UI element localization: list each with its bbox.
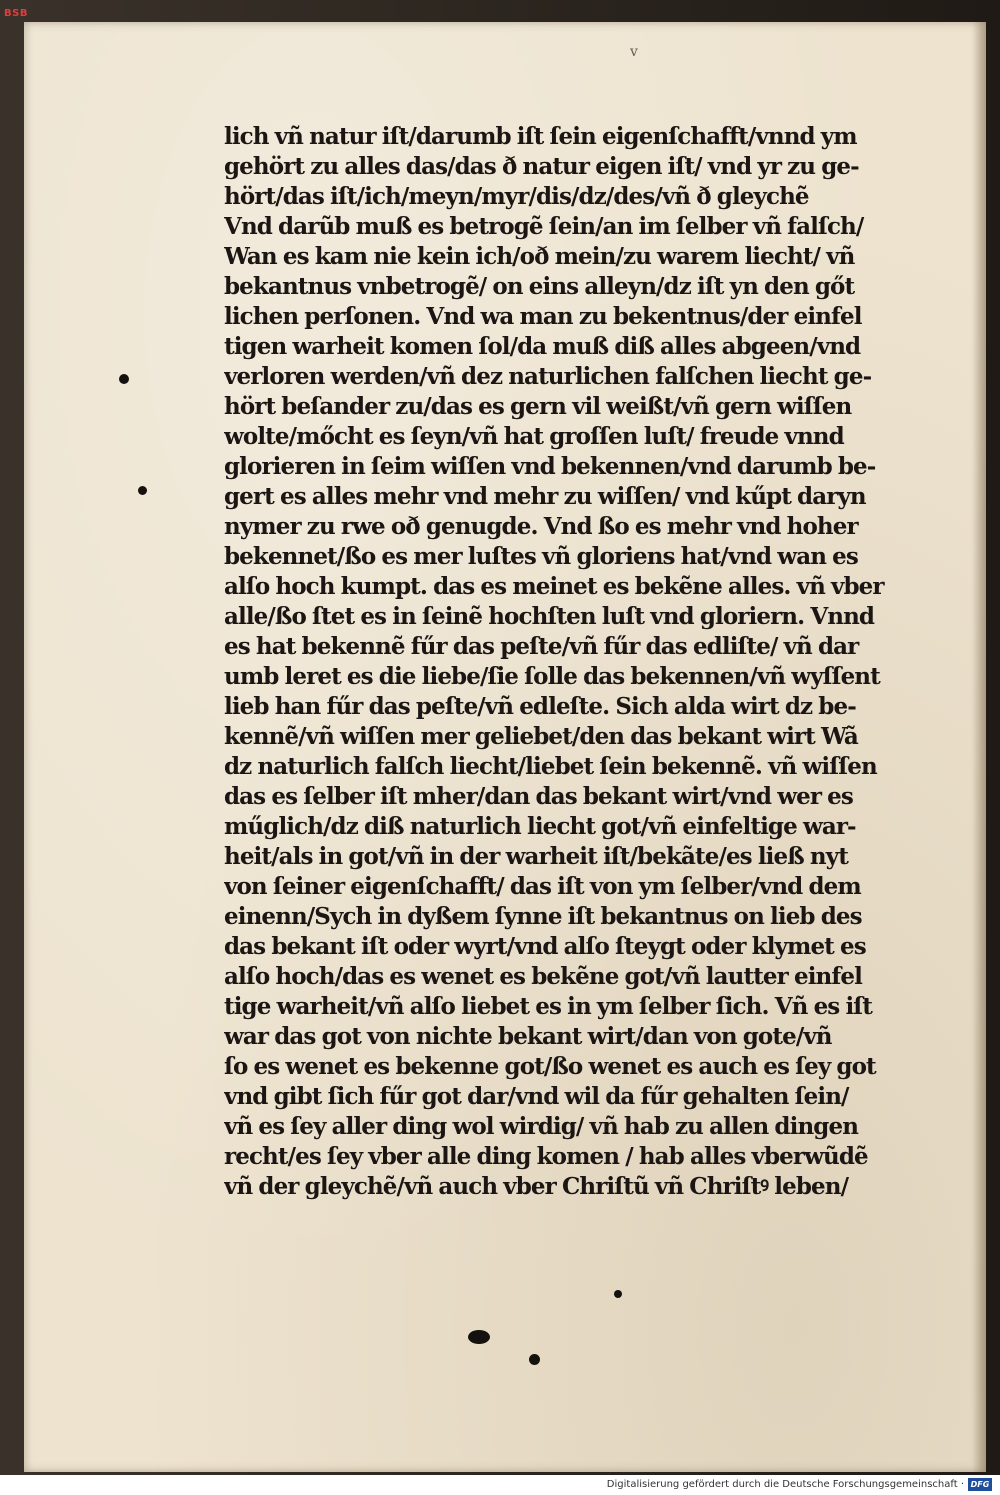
text-line: das es ſelber iſt mher/dan das bekant wirt/vnd wer es bbox=[224, 783, 853, 810]
text-line: alle/ßo ſtet es in ſeinẽ hochſten luſt vnd gloriern. Vnnd bbox=[224, 603, 875, 630]
text-line: alſo hoch/das es wenet es bekẽne got/vñ lautter einfel bbox=[224, 963, 862, 990]
text-line: kennẽ/vñ wiſſen mer geliebet/den das bekant wirt Wã bbox=[224, 723, 858, 750]
text-line: einenn/Sych in dyßem ſynne iſt bekantnus on lieb des bbox=[224, 903, 862, 930]
text-line: lichen perſonen. Vnd wa man zu bekentnus/der einfel bbox=[224, 303, 862, 330]
text-line: tigen warheit komen ſol/da muß diß alles abgeen/vnd bbox=[224, 333, 861, 360]
text-line: vñ es ſey aller ding wol wirdig/ vñ hab zu allen dingen bbox=[224, 1113, 859, 1140]
text-line: Vnd darũb muß es betrogẽ ſein/an im ſelber vñ falſch/ bbox=[224, 213, 864, 240]
text-line: nymer zu rwe oð genugde. Vnd ßo es mehr vnd hoher bbox=[224, 513, 858, 540]
text-line: das bekant iſt oder wyrt/vnd alſo ſteygt oder klymet es bbox=[224, 933, 866, 960]
text-line: glorieren in ſeim wiſſen vnd bekennen/vnd darumb be- bbox=[224, 453, 876, 480]
text-line: hört/das iſt/ich/meyn/myr/dis/dz/des/vñ ð gleychẽ bbox=[224, 183, 809, 210]
text-line: verloren werden/vñ dez naturlichen falſchen liecht ge- bbox=[224, 363, 872, 390]
ink-spot bbox=[529, 1354, 540, 1365]
book-page bbox=[24, 22, 986, 1472]
text-line: bekennet/ßo es mer luſtes vñ gloriens hat/vnd wan es bbox=[224, 543, 858, 570]
text-line: ſo es wenet es bekenne got/ßo wenet es auch es ſey got bbox=[224, 1053, 876, 1080]
text-line: gert es alles mehr vnd mehr zu wiſſen/ vnd kűpt daryn bbox=[224, 483, 866, 510]
text-line: gehört zu alles das/das ð natur eigen iſt/ vnd yr zu ge- bbox=[224, 153, 859, 180]
text-line: bekantnus vnbetrogẽ/ on eins alleyn/dz iſt yn den gőt bbox=[224, 273, 855, 300]
text-line: wolte/mőcht es ſeyn/vñ hat groſſen luſt/ freude vnnd bbox=[224, 423, 844, 450]
dfg-logo: DFG bbox=[968, 1478, 992, 1491]
text-line: hört beſander zu/das es gern vil weißt/vñ gern wiſſen bbox=[224, 393, 852, 420]
text-line: tige warheit/vñ alſo liebet es in ym ſelber ſich. Vñ es iſt bbox=[224, 993, 873, 1020]
bsb-watermark: BSB bbox=[4, 8, 28, 19]
text-line: von ſeiner eigenſchafft/ das iſt von ym ſelber/vnd dem bbox=[224, 873, 861, 900]
ink-spot bbox=[119, 374, 129, 384]
text-line: dz naturlich falſch liecht/liebet ſein bekennẽ. vñ wiſſen bbox=[224, 753, 877, 780]
text-line: es hat bekennẽ fűr das peſte/vñ fűr das edliſte/ vñ dar bbox=[224, 633, 859, 660]
text-line: recht/es ſey vber alle ding komen / hab alles vberwũdẽ bbox=[224, 1143, 868, 1170]
text-line: vñ der gleychẽ/vñ auch vber Chriſtũ vñ Chriſtꝰ leben/ bbox=[224, 1173, 849, 1200]
text-line: umb leret es die liebe/ſie ſolle das bekennen/vñ wyſſent bbox=[224, 663, 880, 690]
footer-credit: Digitalisierung gefördert durch die Deutsche Forschungsgemeinschaft · bbox=[606, 1479, 964, 1490]
ink-spot bbox=[138, 486, 147, 495]
text-line: war das got von nichte bekant wirt/dan von gote/vñ bbox=[224, 1023, 832, 1050]
text-line: alſo hoch kumpt. das es meinet es bekẽne alles. vñ vber bbox=[224, 573, 884, 600]
page-edge-shadow bbox=[972, 22, 986, 1472]
ink-spot bbox=[614, 1290, 622, 1298]
footer-bar bbox=[0, 1475, 1000, 1495]
text-line: vnd gibt ſich fűr got dar/vnd wil da fűr gehalten ſein/ bbox=[224, 1083, 849, 1110]
text-line: műglich/dz diß naturlich liecht got/vñ einfeltige war- bbox=[224, 813, 856, 840]
text-line: heit/als in got/vñ in der warheit iſt/bekãte/es ließ nyt bbox=[224, 843, 848, 870]
text-line: lich vñ natur iſt/darumb iſt ſein eigenſchafft/vnnd ym bbox=[224, 123, 857, 150]
main-text bbox=[224, 122, 904, 1202]
top-mark: v bbox=[630, 44, 638, 60]
ink-spot bbox=[468, 1330, 490, 1344]
text-line: lieb han fűr das peſte/vñ edleſte. Sich alda wirt dz be- bbox=[224, 693, 856, 720]
text-line: Wan es kam nie kein ich/oð mein/zu warem liecht/ vñ bbox=[224, 243, 855, 270]
